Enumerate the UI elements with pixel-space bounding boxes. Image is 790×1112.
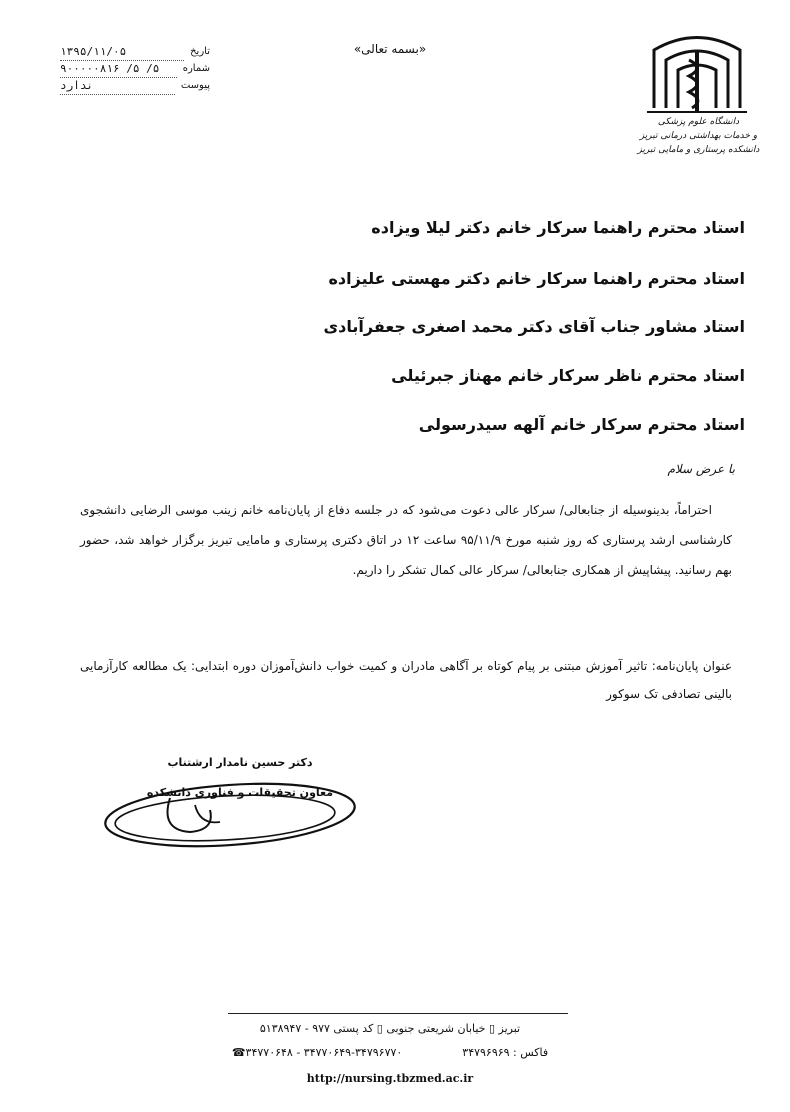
letter-meta <box>60 44 210 95</box>
footer-address: تبریز ▯ خیابان شریعتی جنوبی ▯ کد پستی ۹۷۷ - ۵۱۳۸۹۴۷ <box>259 1022 521 1035</box>
greeting: با عرض سلام <box>667 462 735 476</box>
addressee-line: استاد محترم سرکار خانم آلهه سیدرسولی <box>418 415 745 434</box>
number-row <box>60 61 210 78</box>
signer-title: معاون تحقیقات و فناوری دانشکده <box>146 786 334 799</box>
attachment-row <box>60 78 210 95</box>
logo-line-3: دانشکده پرستاری و مامایی تبریز <box>637 145 760 155</box>
logo-caption <box>636 115 761 157</box>
handwritten-signature <box>100 770 380 850</box>
thesis-title: عنوان پایان‌نامه: تاثیر آموزش مبتنی بر پیام کوتاه بر آگاهی مادران و کمیت خواب دانش‌آموزان دوره ابتدایی: یک مطالعه کارآزمایی بالینی تصادفی تک سوکور <box>80 659 732 701</box>
addressee-line: استاد محترم راهنما سرکار خانم دکتر مهستی علیزاده <box>328 269 745 288</box>
addressee-line: استاد مشاور جناب آقای دکتر محمد اصغری جعفرآبادی <box>323 317 745 336</box>
number-label: شماره <box>182 63 210 74</box>
number-value: ۵/ ۵/ ۹۰۰۰۰۰۸۱۶ <box>60 61 177 78</box>
letter-body <box>80 495 732 585</box>
footer-fax: فاکس : ۳۴۷۹۶۹۶۹ <box>462 1046 549 1059</box>
attachment-label: پیوست <box>180 80 210 91</box>
logo-line-2: و خدمات بهداشتی درمانی تبریز <box>639 131 758 141</box>
signer-name: دکتر حسین نامدار ارشتناب <box>167 756 313 769</box>
logo-line-1: دانشگاه علوم پزشکی <box>657 117 740 127</box>
footer-website: http://nursing.tbzmed.ac.ir <box>306 1072 474 1085</box>
date-row <box>60 44 210 61</box>
footer-divider <box>228 1013 568 1014</box>
footer-phones: ☎۳۴۷۷۰۶۴۸ - ۳۴۷۷۰۶۴۹-۳۴۷۹۶۷۷۰ <box>231 1046 403 1059</box>
date-value: ۱۳۹۵/۱۱/۰۵ <box>60 44 184 61</box>
date-label: تاریخ <box>190 46 210 57</box>
attachment-value: ندارد <box>60 78 175 95</box>
footer-contact <box>190 1046 590 1059</box>
addressee-line: استاد محترم راهنما سرکار خانم دکتر لیلا ویزاده <box>371 218 745 237</box>
bismillah: «بسمه تعالی» <box>353 42 427 56</box>
body-paragraph: احتراماً، بدینوسیله از جنابعالی/ سرکار عالی دعوت می‌شود که در جلسه دفاع از پایان‌نامه خانم زینب موسی الرضایی دانشجوی کارشناسی ارشد پرستاری که روز شنبه مورخ ۹۵/۱۱/۹ ساعت ۱۲ در اتاق دکتری پرستاری و مامایی تبریز برگزار خواهد شد، حضور بهم رسانید. پیشاپیش از همکاری جنابعالی/ سرکار عالی کمال تشکر را داریم. <box>80 503 732 577</box>
addressee-line: استاد محترم ناظر سرکار خانم مهناز جبرئیلی <box>391 366 745 385</box>
